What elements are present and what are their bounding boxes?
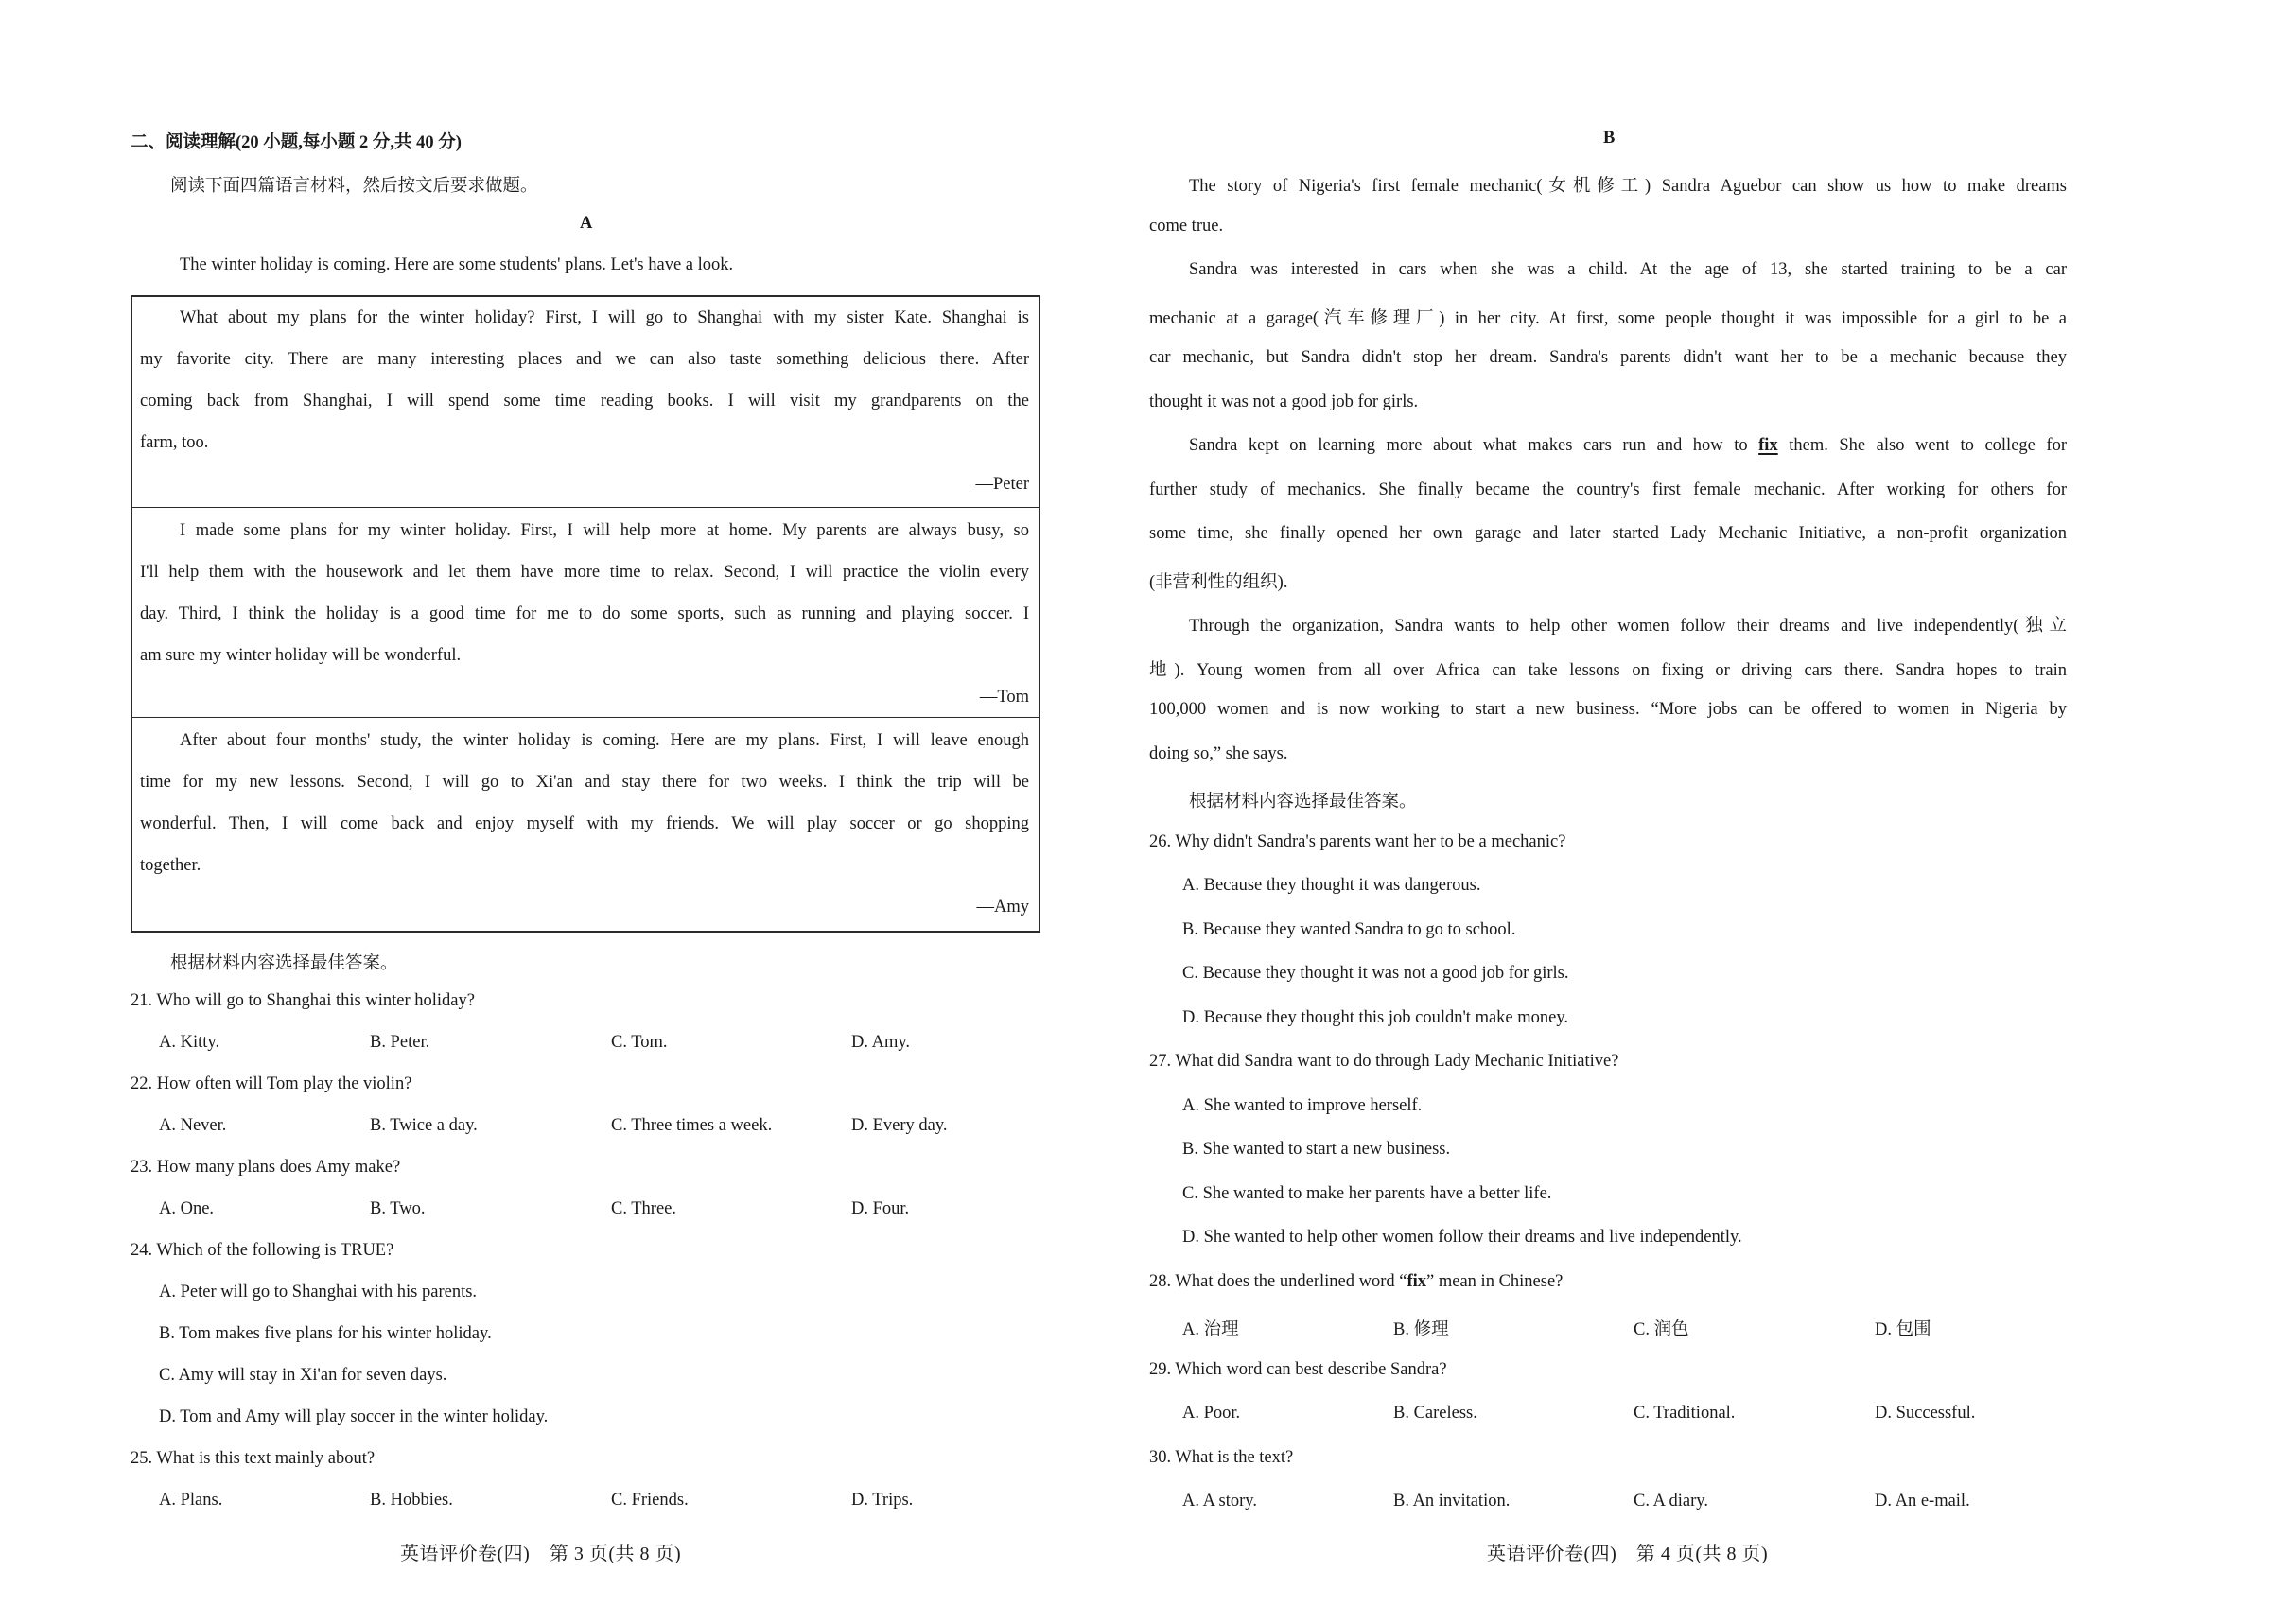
amy-line-1: After about four months' study, the winter holiday is coming. Here are my plans. First, I will leave enough	[180, 731, 1029, 750]
q23-option-d[interactable]: D. Four.	[851, 1199, 910, 1218]
page-footer-right: 英语评价卷(四) 第 4 页(共 8 页)	[1487, 1544, 1769, 1564]
q23-option-b[interactable]: B. Two.	[370, 1199, 426, 1218]
q27-option-d[interactable]: D. She wanted to help other women follow their dreams and live independently.	[1182, 1228, 1742, 1247]
amy-signature: —Amy	[976, 898, 1029, 917]
q29-option-d[interactable]: D. Successful.	[1875, 1404, 1976, 1423]
peter-line-4: farm, too.	[140, 433, 209, 452]
passage-a-intro: The winter holiday is coming. Here are some students' plans. Let's have a look.	[180, 255, 734, 274]
peter-line-1: What about my plans for the winter holiday? First, I will go to Shanghai with my sister Kate. Shanghai is	[180, 308, 1029, 327]
q28-text-after: ” mean in Chinese?	[1426, 1272, 1564, 1291]
tom-line-3: day. Third, I think the holiday is a good time for me to do some sports, such as running and playing soccer. I	[140, 604, 1029, 623]
passage-a-title: A	[580, 214, 593, 233]
q25-option-b[interactable]: B. Hobbies.	[370, 1491, 453, 1510]
q30-option-a[interactable]: A. A story.	[1182, 1492, 1257, 1510]
p1-line-1: The story of Nigeria's first female mechanic(女机修工) Sandra Aguebor can show us how to make dreams	[1189, 177, 2067, 196]
p4-line-4: doing so,” she says.	[1149, 744, 1288, 763]
p3-line-1-after: them. She also went to college for	[1777, 436, 2067, 455]
peter-line-3: coming back from Shanghai, I will spend some time reading books. I will visit my grandparents on the	[140, 392, 1029, 410]
question-21: 21. Who will go to Shanghai this winter holiday?	[131, 991, 475, 1010]
p3-line-1-before: Sandra kept on learning more about what makes cars run and how to	[1189, 436, 1759, 455]
p3-line-1	[1149, 436, 2067, 456]
q24-option-d[interactable]: D. Tom and Amy will play soccer in the winter holiday.	[159, 1407, 549, 1426]
amy-line-2: time for my new lessons. Second, I will go to Xi'an and stay there for two weeks. I think the trip will be	[140, 773, 1029, 792]
q26-option-b[interactable]: B. Because they wanted Sandra to go to school.	[1182, 920, 1516, 939]
section-heading: 二、阅读理解(20 小题,每小题 2 分,共 40 分)	[131, 133, 462, 152]
q22-option-d[interactable]: D. Every day.	[851, 1116, 948, 1135]
q28-option-d[interactable]: D. 包围	[1875, 1320, 1931, 1339]
q28-text-before: 28. What does the underlined word “	[1149, 1272, 1407, 1291]
plan-amy	[132, 717, 1039, 928]
peter-line-2: my favorite city. There are many interesting places and we can also taste something delicious there. After	[140, 350, 1029, 369]
tom-line-1: I made some plans for my winter holiday. First, I will help more at home. My parents are always busy, so	[180, 521, 1029, 540]
p4-line-3: 100,000 women and is now working to start a new business. “More jobs can be offered to women in Nigeria by	[1149, 700, 2067, 719]
q30-option-c[interactable]: C. A diary.	[1634, 1492, 1708, 1510]
q29-option-a[interactable]: A. Poor.	[1182, 1404, 1241, 1423]
page-footer-left: 英语评价卷(四) 第 3 页(共 8 页)	[400, 1544, 682, 1564]
question-25: 25. What is this text mainly about?	[131, 1449, 376, 1468]
tom-line-4: am sure my winter holiday will be wonderful.	[140, 646, 462, 665]
q27-option-c[interactable]: C. She wanted to make her parents have a better life.	[1182, 1184, 1552, 1203]
fix-underlined-word: fix	[1758, 436, 1778, 455]
q21-option-a[interactable]: A. Kitty.	[159, 1033, 220, 1052]
p4-line-1: Through the organization, Sandra wants to help other women follow their dreams and live independently(独立	[1189, 617, 2067, 636]
p1-line-2: come true.	[1149, 217, 1224, 236]
q27-option-b[interactable]: B. She wanted to start a new business.	[1182, 1140, 1451, 1159]
q21-option-c[interactable]: C. Tom.	[611, 1033, 668, 1052]
p3-line-2: further study of mechanics. She finally became the country's first female mechanic. After working for others for	[1149, 480, 2067, 499]
question-22: 22. How often will Tom play the violin?	[131, 1074, 412, 1093]
question-30: 30. What is the text?	[1149, 1448, 1294, 1467]
q25-option-a[interactable]: A. Plans.	[159, 1491, 223, 1510]
q22-option-a[interactable]: A. Never.	[159, 1116, 227, 1135]
instructions: 阅读下面四篇语言材料，然后按文后要求做题。	[170, 177, 538, 196]
q22-option-c[interactable]: C. Three times a week.	[611, 1116, 773, 1135]
question-29: 29. Which word can best describe Sandra?	[1149, 1360, 1447, 1379]
amy-line-4: together.	[140, 856, 201, 875]
tom-signature: —Tom	[979, 688, 1029, 707]
q24-option-c[interactable]: C. Amy will stay in Xi'an for seven days.	[159, 1366, 447, 1385]
p2-line-4: thought it was not a good job for girls.	[1149, 393, 1419, 411]
p2-line-2: mechanic at a garage(汽车修理厂) in her city. At first, some people thought it was impossible for a girl to be a	[1149, 309, 2067, 328]
plans-box	[131, 295, 1040, 933]
p2-line-1: Sandra was interested in cars when she was a child. At the age of 13, she started training to be a car	[1189, 260, 2067, 279]
p2-line-3: car mechanic, but Sandra didn't stop her dream. Sandra's parents didn't want her to be a mechanic because they	[1149, 348, 2067, 367]
plan-tom	[132, 507, 1039, 718]
q27-option-a[interactable]: A. She wanted to improve herself.	[1182, 1096, 1423, 1115]
tom-line-2: I'll help them with the housework and let them have more time to relax. Second, I will practice the violin every	[140, 563, 1029, 582]
q29-option-c[interactable]: C. Traditional.	[1634, 1404, 1736, 1423]
q28-fix-word: fix	[1407, 1272, 1427, 1291]
q30-option-b[interactable]: B. An invitation.	[1393, 1492, 1511, 1510]
q28-option-b[interactable]: B. 修理	[1393, 1320, 1449, 1339]
q28-option-a[interactable]: A. 治理	[1182, 1320, 1239, 1339]
q23-option-c[interactable]: C. Three.	[611, 1199, 677, 1218]
amy-line-3: wonderful. Then, I will come back and enjoy myself with my friends. We will play soccer or go shopping	[140, 814, 1029, 833]
q26-option-a[interactable]: A. Because they thought it was dangerous.	[1182, 876, 1481, 895]
p3-line-3: some time, she finally opened her own garage and later started Lady Mechanic Initiative, a non-profit organization	[1149, 524, 2067, 543]
q29-option-b[interactable]: B. Careless.	[1393, 1404, 1477, 1423]
q21-option-d[interactable]: D. Amy.	[851, 1033, 911, 1052]
q22-option-b[interactable]: B. Twice a day.	[370, 1116, 478, 1135]
question-26: 26. Why didn't Sandra's parents want her to be a mechanic?	[1149, 832, 1566, 851]
q21-option-b[interactable]: B. Peter.	[370, 1033, 430, 1052]
q25-option-c[interactable]: C. Friends.	[611, 1491, 689, 1510]
q26-option-c[interactable]: C. Because they thought it was not a good job for girls.	[1182, 964, 1569, 983]
q25-option-d[interactable]: D. Trips.	[851, 1491, 914, 1510]
answer-instruction: 根据材料内容选择最佳答案。	[170, 954, 398, 973]
q26-option-d[interactable]: D. Because they thought this job couldn't make money.	[1182, 1008, 1569, 1027]
passage-b-title: B	[1603, 129, 1616, 148]
peter-signature: —Peter	[975, 475, 1029, 494]
answer-instruction-b: 根据材料内容选择最佳答案。	[1189, 793, 1417, 812]
question-23: 23. How many plans does Amy make?	[131, 1158, 401, 1177]
q28-option-c[interactable]: C. 润色	[1634, 1320, 1689, 1339]
question-24: 24. Which of the following is TRUE?	[131, 1241, 394, 1260]
p3-line-4: (非营利性的组织).	[1149, 573, 1288, 592]
plan-peter	[132, 297, 1039, 507]
q30-option-d[interactable]: D. An e-mail.	[1875, 1492, 1970, 1510]
question-28	[1149, 1272, 1563, 1292]
q23-option-a[interactable]: A. One.	[159, 1199, 215, 1218]
q24-option-b[interactable]: B. Tom makes five plans for his winter holiday.	[159, 1324, 492, 1343]
p4-line-2: 地). Young women from all over Africa can take lessons on fixing or driving cars there. Sandra hopes to train	[1149, 661, 2067, 680]
q24-option-a[interactable]: A. Peter will go to Shanghai with his parents.	[159, 1283, 478, 1301]
question-27: 27. What did Sandra want to do through Lady Mechanic Initiative?	[1149, 1052, 1619, 1071]
